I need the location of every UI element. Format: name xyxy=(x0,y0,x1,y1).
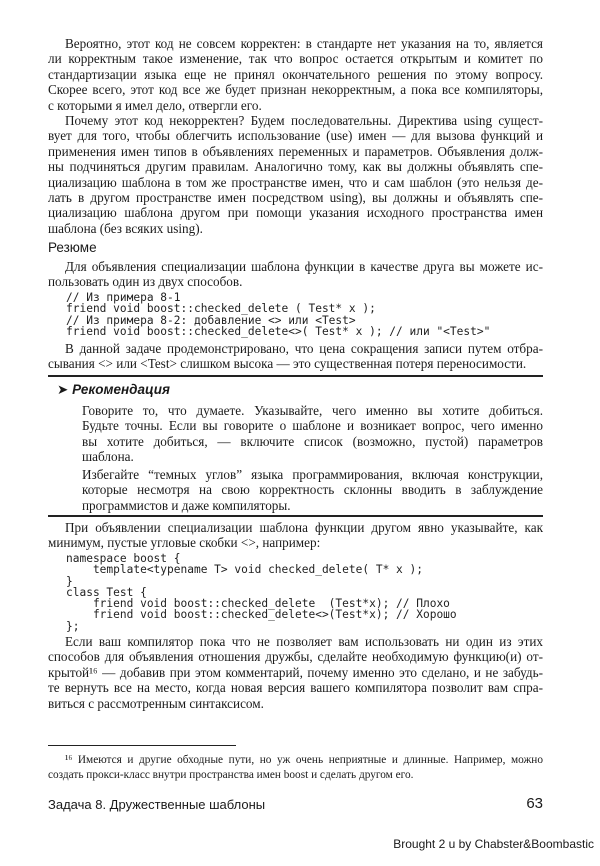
paragraph-2 xyxy=(48,113,543,236)
text-line: минимум, пустые угловые скобки <>, например: xyxy=(48,535,321,551)
text-line: шаблона (без всяких using). xyxy=(48,220,203,236)
text-line: вует для того, чтобы облегчить использование (use) имен — для вызова функций и xyxy=(48,128,543,144)
paragraph-4 xyxy=(48,341,543,372)
code-line: friend void boost::checked_delete<>( Test* x ); // или "<Test>" xyxy=(66,324,491,338)
code-line: // Из примера 8-2: добавление <> или <Test> xyxy=(66,313,356,327)
text-line: лать в другом пространстве имен посредством using), вы должны и объявлять спе- xyxy=(48,189,543,205)
code-block-1 xyxy=(66,292,490,337)
paragraph-3 xyxy=(48,259,543,290)
watermark: Brought 2 u by Chabster&Boombastic xyxy=(393,837,594,851)
code-line: namespace boost { xyxy=(66,552,181,565)
recommendation-heading xyxy=(57,382,552,398)
text-line: которые несмотря на свою корректность склонны вводить в заблуждение xyxy=(82,482,543,498)
code-line: }; xyxy=(66,619,80,633)
text-line: программистов и даже компиляторы. xyxy=(82,497,291,513)
text-line: Избегайте “темных углов” языка программирования, включая конструкции, xyxy=(82,467,543,482)
code-line: // Из примера 8-1 xyxy=(66,291,181,304)
section-heading-summary: Резюме xyxy=(48,240,97,255)
text-line: Говорите то, что думаете. Указывайте, чего именно вы хотите добиться. xyxy=(82,403,543,418)
text-line: При объявлении специализации шаблона функции другом явно указывайте, как xyxy=(65,520,543,535)
recommendation-bottom-rule xyxy=(48,515,543,517)
recommendation-paragraph-2 xyxy=(82,467,543,513)
code-line: friend void boost::checked_delete ( Test* x ); xyxy=(66,302,376,316)
running-title: Задача 8. Дружественные шаблоны xyxy=(48,797,266,812)
text-line: Вероятно, этот код не совсем корректен: в стандарте нет указания на то, является xyxy=(65,36,543,51)
text-line: способов для объявления отношения дружбы, сделайте необходимую функцию(и) от- xyxy=(48,649,543,665)
text-line: Почему этот код некорректен? Будем последовательны. Директива using сущест- xyxy=(65,113,543,128)
text-line: ¹⁶ Имеются и другие обходные пути, но уж очень неприятные и длинные. Например, можно xyxy=(65,754,543,766)
paragraph-1 xyxy=(48,36,543,113)
text-line: пользовать один из двух способов. xyxy=(48,274,243,290)
code-line: } xyxy=(66,574,73,588)
text-line: циализацию шаблона в том же пространстве имен, что и сам шаблон (это нельзя де- xyxy=(48,174,543,190)
text-line: циализацию шаблона другом при помощи указания исходного пространства имен xyxy=(48,205,543,221)
recommendation-title: Рекомендация xyxy=(72,382,170,397)
footnote xyxy=(48,753,543,784)
code-line: friend void boost::checked_delete<>(Test*x); // Хорошо xyxy=(66,608,457,622)
text-line: Будьте точны. Если вы говорите о шаблоне и возникает вопрос, чего именно xyxy=(82,418,543,434)
text-line: крытой¹⁶ — добавив при этом комментарий, почему именно это сделано, и не забудь- xyxy=(48,664,543,680)
text-line: вы хотите добиться, — включите список (возможно, пустой) параметров xyxy=(82,433,543,449)
text-line: виться с рассмотренным синтаксисом. xyxy=(48,695,264,711)
text-line: Если ваш компилятор пока что не позволяет вам использовать ни один из этих xyxy=(65,634,543,649)
code-line: template<typename T> void checked_delete( T* x ); xyxy=(66,563,423,577)
code-line: class Test { xyxy=(66,585,147,599)
recommendation-paragraph-1 xyxy=(82,403,543,465)
text-line: В данной задаче продемонстрировано, что цена сокращения записи путем отбра- xyxy=(65,341,543,356)
arrow-bullet-icon: ➤ xyxy=(57,382,73,397)
text-line: Для объявления специализации шаблона функции в качестве друга вы можете ис- xyxy=(65,259,543,274)
page-number: 63 xyxy=(526,795,543,812)
text-line: шаблона. xyxy=(82,449,134,465)
text-line: те вернуть все на место, когда новая версия вашего компилятора позволит вам спра- xyxy=(48,680,543,696)
code-line: friend void boost::checked_delete (Test*x); // Плохо xyxy=(66,597,450,611)
code-block-2 xyxy=(66,553,457,632)
text-line: создать прокси-класс внутри пространства имен boost и сделать другом его. xyxy=(48,769,414,782)
paragraph-5 xyxy=(48,520,543,551)
text-line: применения имен типов в объявлениях переменных и параметров. Объявления долж- xyxy=(48,143,543,159)
text-line: сывания <> или <Test> слишком высока — это существенная потеря переносимости. xyxy=(48,356,527,372)
text-line: Скорее всего, этот код все же будет признан некорректным, а пока все компиляторы, xyxy=(48,82,543,98)
text-line: ли корректным такое изменение, так что вопрос остается открытым и комитет по xyxy=(48,51,543,67)
text-line: с которыми я имел дело, отвергли его. xyxy=(48,97,262,113)
text-line: стандартизации языка еще не принял окончательного решения по этому вопросу. xyxy=(48,66,543,82)
paragraph-6 xyxy=(48,634,543,711)
recommendation-top-rule xyxy=(48,375,543,377)
footnote-rule xyxy=(48,745,236,746)
text-line: ны подчиняться другим правилам. Аналогично тому, как вы должны объявлять спе- xyxy=(48,159,543,175)
